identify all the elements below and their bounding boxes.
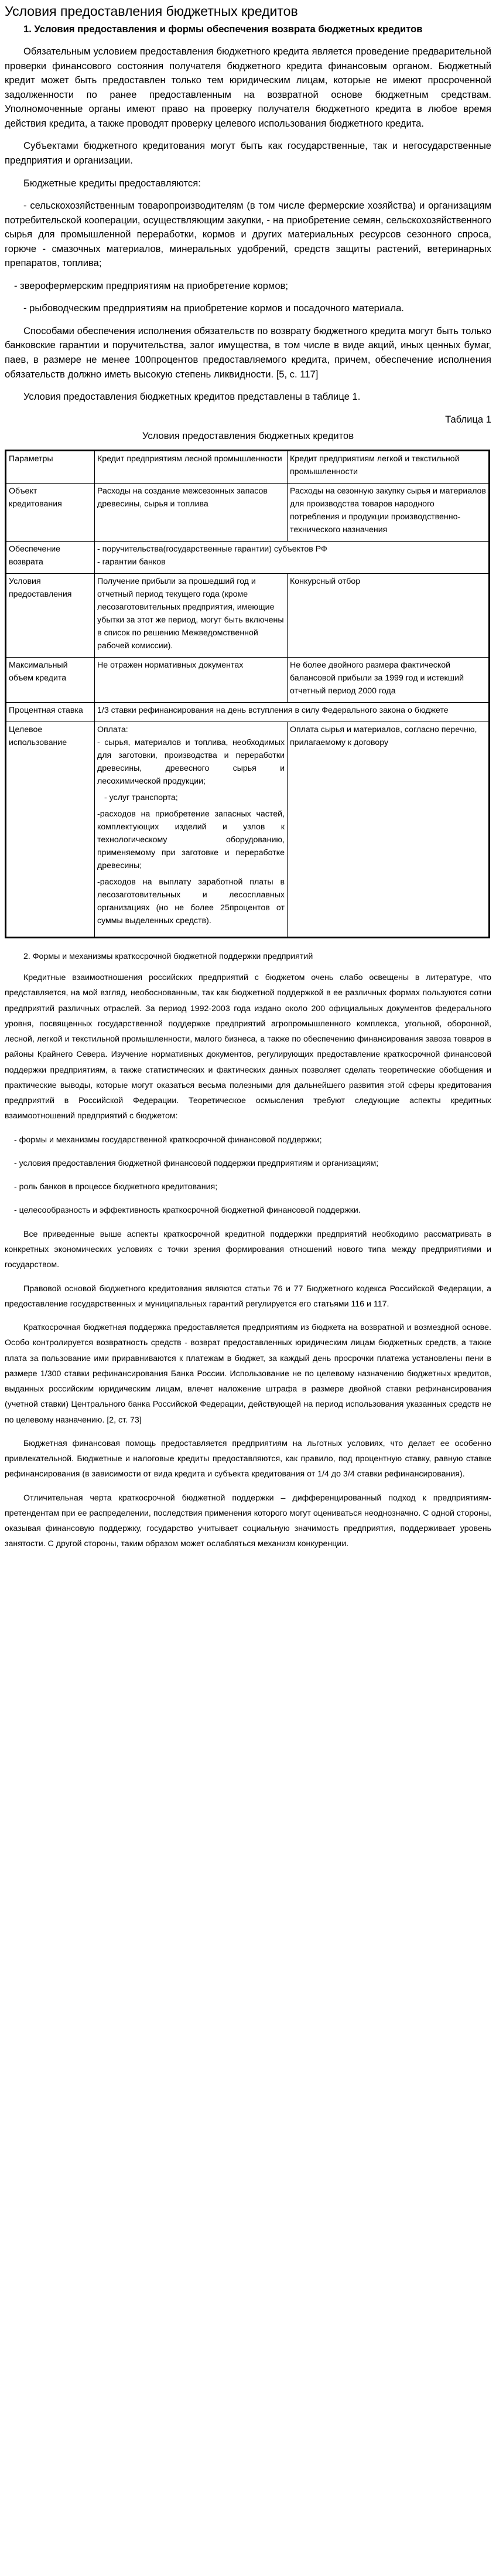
section-1 (5, 22, 491, 938)
page-title: Условия предоставления бюджетных кредитов (5, 4, 298, 19)
paragraph: Субъектами бюджетного кредитования могут быть как государственные, так и негосударственные предприятия и организации. (5, 140, 491, 166)
table-header-row (6, 450, 490, 483)
table-cell: 1/3 ставки рефинансирования на день вступления в силу Федерального закона о бюджете (95, 702, 490, 722)
list-item: - условия предоставления бюджетной финансовой поддержки предприятиям и организациям; (14, 1158, 379, 1168)
table-cell: Обеспечение возврата (6, 541, 95, 573)
table-cell: Оплата: - сырья, материалов и топлива, необходимых для заготовки, производства и переработки древесины, древесного сырья и лесохимической продукции; - услуг транспорта; -расходов на приобретение запасных частей, комплектующих изделий и узлов к технологическому оборудованию, применяемому при заготовке и переработке древесины; -расходов на выплату заработной платы в лесозаготовительных и лесосплавных организациях (но не более 25процентов от суммы выделенных средств). (95, 722, 288, 937)
table-cell: Целевое использование (6, 722, 95, 937)
table-cell: Оплата сырья и материалов, согласно перечню, прилагаемому к договору (288, 722, 490, 937)
table-cell: Условия предоставления (6, 573, 95, 657)
table-header-cell: Кредит предприятиям легкой и текстильной промышленности (288, 450, 490, 483)
list-item: - роль банков в процессе бюджетного кредитования; (14, 1182, 218, 1192)
paragraph: Обязательным условием предоставления бюджетного кредита является проведение предварительной проверки финансового состояния получателя бюджетного кредита финансовым органом. Бюджетный кредит может быть предоставлен только тем юридическим лицам, которые не имеют просроченной задолженности по ранее предоставленным на возвратной основе бюджетным средствам. Уполномоченные органы имеют право на проверку получателя бюджетного кредита в любое время действия кредита, а также проводят проверку целевого использования бюджетного кредита. (5, 46, 491, 129)
paragraph: Краткосрочная бюджетная поддержка предоставляется предприятиям из бюджета на возвратной и возмездной основе. Особо контролируется возвратность средств - возврат предоставленных юридическим лицам бюджетных средств, а также плата за пользование ими приравниваются к платежам в бюджет, за каждый день просрочки платежа установлены пени в размере 1/300 ставки рефинансирования Банка России. Использование не по целевому назначению бюджетных кредитов, выданных российским юридическим лицам, влечет наложение штрафа в размере двойной ставки рефинансирования (учетной ставки) Центрального банка Российской Федерации, действующей на период использования указанных средств не по целевому назначению. [2, ст. 73] (5, 1323, 491, 1425)
table-label: Таблица 1 (445, 413, 491, 425)
table-cell: Объект кредитования (6, 483, 95, 541)
table-cell: Расходы на создание межсезонных запасов древесины, сырья и топлива (95, 483, 288, 541)
paragraph: Бюджетная финансовая помощь предоставляется предприятиям на льготных условиях, что делает ее особенно привлекательной. Бюджетные и налоговые кредиты предоставляются, как правило, под процентную ставку, равную ставке рефинансирования (в зависимости от вида кредита и субъекта кредитования от 1/4 до 3/4 ставки рефинансирования). (5, 1438, 491, 1479)
table-header-cell: Кредит предприятиям лесной промышленности (95, 450, 288, 483)
paragraph: Кредитные взаимоотношения российских предприятий с бюджетом очень слабо освещены в литературе, что представляется, на мой взгляд, необоснованным, так как бюджетной поддержкой в ее различных формах пользуются сотни предприятий различных отраслей. За период 1992-2003 года издано около 200 официальных документов федерального уровня, посвященных государственной поддержке предприятий агропромышленного комплекса, угольной, оборонной, лесной, легкой и текстильной промышленности, малого бизнеса, а также по обеспечению финансирования завоза товаров в районы Крайнего Севера. Изучение нормативных документов, регулирующих предоставление краткосрочной финансовой поддержки предприятиям, а также статистических и фактических данных позволяет сделать теоретические обобщения и практические выводы, которые могут оказаться весьма полезными для дальнейшего развития этой сферы кредитования предприятий в Российской Федерации. Теоретическое осмысления требуют следующие аспекты кредитных взаимоотношений предприятий с бюджетом: (5, 972, 491, 1121)
table-cell: Не более двойного размера фактической балансовой прибыли за 1999 год и истекший отчетный период 2000 года (288, 657, 490, 702)
table-row (6, 483, 490, 541)
list-item: - целесообразность и эффективность краткосрочной бюджетной финансовой поддержки. (14, 1206, 361, 1216)
list-item: - рыбоводческим предприятиям на приобретение кормов и посадочного материала. (23, 302, 404, 314)
conditions-table (5, 450, 490, 938)
list-item: - сельскохозяйственным товаропроизводителям (в том числе фермерские хозяйства) и организациям потребительской кооперации, осуществляющим закупки, - на приобретение семян, сельскохозяйственного сырья для промышленной переработки, кормов и других материальных ресурсов сезонного спроса, горюче - смазочных материалов, минеральных удобрений, средств защиты растений, ветеринарных препаратов, топлива; (5, 200, 491, 269)
paragraph: Бюджетные кредиты предоставляются: (23, 177, 201, 189)
section-2 (5, 949, 491, 1552)
table-cell: - поручительства(государственные гарантии) субъектов РФ - гарантии банков (95, 541, 490, 573)
list-item: - формы и механизмы государственной краткосрочной финансовой поддержки; (14, 1135, 322, 1145)
section-1-heading: 1. Условия предоставления и формы обеспечения возврата бюджетных кредитов (23, 23, 423, 35)
section-2-heading: 2. Формы и механизмы краткосрочной бюджетной поддержки предприятий (23, 951, 313, 961)
paragraph: Правовой основой бюджетного кредитования являются статьи 76 и 77 Бюджетного кодекса Российской Федерации, а предоставление государственных и муниципальных гарантий регулируется его статьями 116 и 117. (5, 1284, 491, 1309)
paragraph: Отличительная черта краткосрочной бюджетной поддержки – дифференцированный подход к предприятиям-претендентам при ее распределении, последствия применения которого могут оцениваться неоднозначно. С одной стороны, оказывая финансовую поддержку, государство учитывает социальную значимость предприятия, поддерживает уровень занятости. С другой стороны, таким образом может ослабляться механизм конкуренции. (5, 1493, 491, 1549)
list-item: - зверофермерским предприятиям на приобретение кормов; (14, 280, 288, 291)
paragraph: Способами обеспечения исполнения обязательств по возврату бюджетного кредита могут быть только банковские гарантии и поручительства, залог имущества, в том числе в виде акций, иных ценных бумаг, паев, в размере не менее 100процентов предоставляемого кредита, причем, обеспечение исполнения обязательств должно иметь высокую степень ликвидности. [5, с. 117] (5, 325, 491, 380)
paragraph: Условия предоставления бюджетных кредитов представлены в таблице 1. (23, 391, 361, 403)
table-cell: Максимальный объем кредита (6, 657, 95, 702)
table-row (6, 541, 490, 573)
paragraph: Все приведенные выше аспекты краткосрочной кредитной поддержки предприятий необходимо рассматривать в конкретных экономических условиях с точки зрения формирования отношений нового типа между предприятиями и государством. (5, 1229, 491, 1270)
table-cell: Конкурсный отбор (288, 573, 490, 657)
table-cell: Расходы на сезонную закупку сырья и материалов для производства товаров народного потребления и продукции производственно-технического назначения (288, 483, 490, 541)
table-row (6, 722, 490, 937)
table-row (6, 657, 490, 702)
table-caption: Условия предоставления бюджетных кредитов (142, 430, 354, 442)
table-header-cell: Параметры (6, 450, 95, 483)
table-row (6, 573, 490, 657)
document-page (5, 0, 491, 1560)
table-cell: Получение прибыли за прошедший год и отчетный период текущего года (кроме лесозаготовительных предприятия, имеющие убытки за этот же период, могут быть включены в список по решению Межведомственной рабочей комиссии). (95, 573, 288, 657)
table-row (6, 702, 490, 722)
table-cell: Процентная ставка (6, 702, 95, 722)
table-cell: Не отражен нормативных документах (95, 657, 288, 702)
